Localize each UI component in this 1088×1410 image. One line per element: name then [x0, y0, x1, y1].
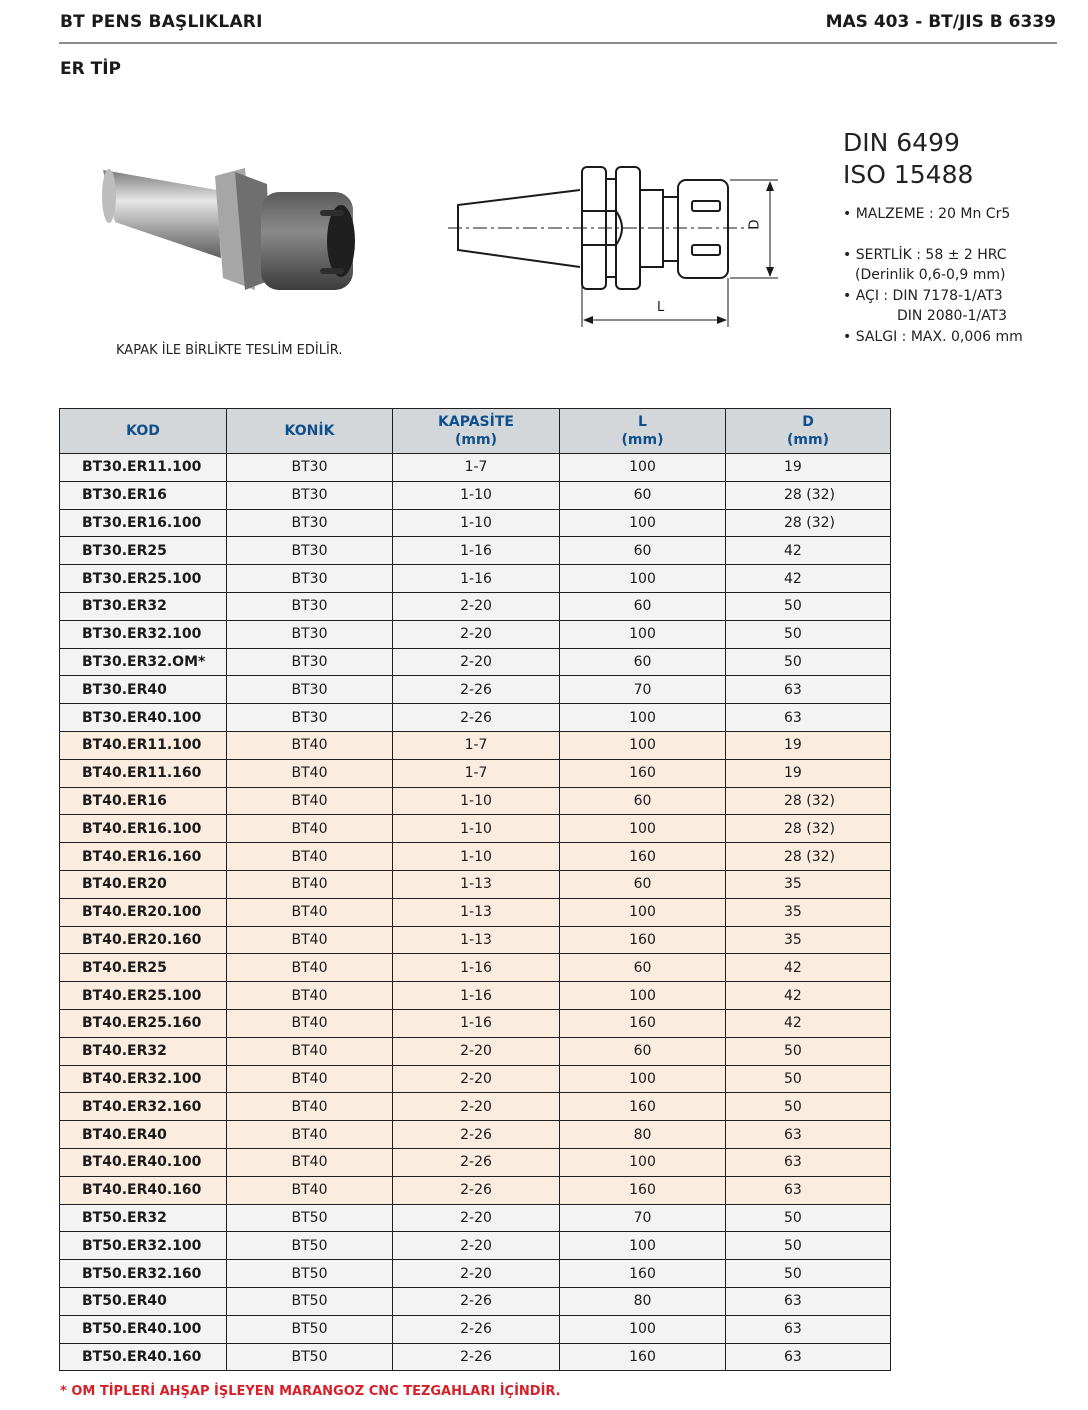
- cell-kapasite: 2-20: [393, 620, 560, 648]
- cell-kapasite: 2-26: [393, 1148, 560, 1176]
- cell-l: 60: [560, 481, 726, 509]
- cell-kod: BT40.ER20.100: [60, 898, 227, 926]
- header-konik: [227, 409, 393, 454]
- cell-kod: BT50.ER40.100: [60, 1315, 227, 1343]
- cell-kod: BT40.ER40: [60, 1121, 227, 1149]
- header-konik-label: KONİK: [284, 423, 335, 439]
- cell-konik: BT40: [227, 982, 393, 1010]
- cell-d: 50: [726, 648, 891, 676]
- cell-kod: BT30.ER32.OM*: [60, 648, 227, 676]
- cell-l: 100: [560, 620, 726, 648]
- cell-konik: BT30: [227, 509, 393, 537]
- cell-l: 100: [560, 1065, 726, 1093]
- header-d-label: D: [802, 414, 814, 430]
- product-table: [59, 408, 891, 1371]
- cell-d: 50: [726, 1065, 891, 1093]
- cell-kapasite: 2-26: [393, 1287, 560, 1315]
- cell-konik: BT40: [227, 843, 393, 871]
- cell-kapasite: 2-20: [393, 1037, 560, 1065]
- cell-l: 60: [560, 592, 726, 620]
- cell-d: 50: [726, 1093, 891, 1121]
- cell-kapasite: 1-16: [393, 537, 560, 565]
- cell-konik: BT30: [227, 454, 393, 482]
- cell-kapasite: 2-20: [393, 1065, 560, 1093]
- header-l-unit: (mm): [621, 432, 664, 448]
- cell-kod: BT40.ER40.100: [60, 1148, 227, 1176]
- cell-konik: BT40: [227, 1065, 393, 1093]
- cell-kod: BT50.ER40: [60, 1287, 227, 1315]
- cell-konik: BT40: [227, 1148, 393, 1176]
- cell-d: 50: [726, 1037, 891, 1065]
- table-row: [60, 1260, 891, 1288]
- cell-kapasite: 1-7: [393, 759, 560, 787]
- cell-kod: BT50.ER32.100: [60, 1232, 227, 1260]
- cell-kod: BT40.ER11.100: [60, 731, 227, 759]
- cell-l: 60: [560, 870, 726, 898]
- table-row: [60, 982, 891, 1010]
- cell-l: 160: [560, 759, 726, 787]
- header-d: [726, 409, 891, 454]
- cell-kod: BT30.ER25: [60, 537, 227, 565]
- header-kod: [60, 409, 227, 454]
- cell-konik: BT30: [227, 704, 393, 732]
- spec-angle: • AÇI : DIN 7178-1/AT3: [843, 287, 1003, 304]
- table-row: [60, 815, 891, 843]
- cell-kod: BT30.ER16: [60, 481, 227, 509]
- cell-d: 28 (32): [726, 843, 891, 871]
- cell-konik: BT50: [227, 1232, 393, 1260]
- cell-kod: BT30.ER32: [60, 592, 227, 620]
- cell-konik: BT40: [227, 731, 393, 759]
- cell-d: 35: [726, 926, 891, 954]
- page-title: BT PENS BAŞLIKLARI: [60, 12, 263, 32]
- cell-kod: BT50.ER32.160: [60, 1260, 227, 1288]
- cell-kapasite: 1-7: [393, 454, 560, 482]
- cell-kod: BT50.ER40.160: [60, 1343, 227, 1371]
- cell-kapasite: 1-10: [393, 481, 560, 509]
- cell-d: 63: [726, 1148, 891, 1176]
- cell-kapasite: 1-16: [393, 982, 560, 1010]
- cell-l: 100: [560, 1315, 726, 1343]
- cell-kapasite: 2-26: [393, 1121, 560, 1149]
- cell-d: 63: [726, 1176, 891, 1204]
- cell-l: 70: [560, 1204, 726, 1232]
- cell-kapasite: 2-26: [393, 676, 560, 704]
- cell-kapasite: 1-13: [393, 926, 560, 954]
- cell-d: 42: [726, 537, 891, 565]
- cell-d: 50: [726, 592, 891, 620]
- cell-d: 28 (32): [726, 481, 891, 509]
- cell-konik: BT40: [227, 1121, 393, 1149]
- cell-kod: BT40.ER16.160: [60, 843, 227, 871]
- cell-konik: BT40: [227, 759, 393, 787]
- cell-d: 63: [726, 1287, 891, 1315]
- section-subtitle: ER TİP: [60, 59, 122, 79]
- cell-d: 50: [726, 1260, 891, 1288]
- cell-l: 60: [560, 954, 726, 982]
- cell-kapasite: 2-20: [393, 1093, 560, 1121]
- spec-gap: [843, 225, 1023, 245]
- cell-kod: BT30.ER25.100: [60, 565, 227, 593]
- table-body: [60, 454, 891, 1371]
- cell-kod: BT40.ER11.160: [60, 759, 227, 787]
- header-l-label: L: [638, 414, 647, 430]
- cell-l: 60: [560, 1037, 726, 1065]
- spec-runout: • SALGI : MAX. 0,006 mm: [843, 328, 1023, 345]
- cell-kapasite: 1-13: [393, 898, 560, 926]
- cell-d: 63: [726, 676, 891, 704]
- cell-l: 160: [560, 1260, 726, 1288]
- cell-konik: BT50: [227, 1260, 393, 1288]
- cell-kod: BT40.ER25.160: [60, 1009, 227, 1037]
- table-row: [60, 1065, 891, 1093]
- cell-konik: BT40: [227, 870, 393, 898]
- cell-kapasite: 1-16: [393, 954, 560, 982]
- cell-d: 28 (32): [726, 509, 891, 537]
- cell-kapasite: 1-10: [393, 509, 560, 537]
- cell-konik: BT40: [227, 954, 393, 982]
- cell-l: 160: [560, 1009, 726, 1037]
- cell-d: 42: [726, 565, 891, 593]
- cell-kapasite: 2-26: [393, 1343, 560, 1371]
- table-row: [60, 704, 891, 732]
- table-row: [60, 1315, 891, 1343]
- cell-d: 63: [726, 1121, 891, 1149]
- cell-kapasite: 2-20: [393, 592, 560, 620]
- cell-konik: BT30: [227, 481, 393, 509]
- spec-angle-2: DIN 2080-1/AT3: [897, 308, 1008, 324]
- cell-kapasite: 2-26: [393, 1176, 560, 1204]
- cell-d: 35: [726, 870, 891, 898]
- table-row: [60, 1232, 891, 1260]
- cell-l: 100: [560, 704, 726, 732]
- table-row: [60, 759, 891, 787]
- table-row: [60, 926, 891, 954]
- photo-caption: KAPAK İLE BİRLİKTE TESLİM EDİLİR.: [116, 343, 343, 358]
- cell-konik: BT40: [227, 1093, 393, 1121]
- cell-kod: BT30.ER11.100: [60, 454, 227, 482]
- header-kod-label: KOD: [126, 423, 160, 439]
- cell-kod: BT50.ER32: [60, 1204, 227, 1232]
- cell-kod: BT30.ER40.100: [60, 704, 227, 732]
- cell-l: 160: [560, 1093, 726, 1121]
- cell-kod: BT40.ER32.100: [60, 1065, 227, 1093]
- cell-l: 100: [560, 1232, 726, 1260]
- cell-kapasite: 2-26: [393, 1315, 560, 1343]
- cell-d: 50: [726, 620, 891, 648]
- cell-konik: BT40: [227, 898, 393, 926]
- cell-kapasite: 2-20: [393, 1232, 560, 1260]
- dimension-d-label: D: [747, 219, 763, 230]
- spec-material: • MALZEME : 20 Mn Cr5: [843, 206, 1011, 222]
- table-row: [60, 1037, 891, 1065]
- cell-konik: BT30: [227, 537, 393, 565]
- iso-standard: ISO 15488: [843, 160, 974, 189]
- cell-konik: BT50: [227, 1343, 393, 1371]
- table-row: [60, 870, 891, 898]
- spec-hardness: • SERTLİK : 58 ± 2 HRC: [843, 246, 1007, 263]
- cell-konik: BT50: [227, 1204, 393, 1232]
- cell-d: 19: [726, 759, 891, 787]
- cell-konik: BT40: [227, 1176, 393, 1204]
- cell-d: 42: [726, 954, 891, 982]
- header-kapasite: [393, 409, 560, 454]
- cell-konik: BT40: [227, 815, 393, 843]
- header-kapasite-label: KAPASİTE: [438, 414, 514, 430]
- cell-konik: BT50: [227, 1287, 393, 1315]
- table-row: [60, 843, 891, 871]
- cell-d: 35: [726, 898, 891, 926]
- cell-konik: BT40: [227, 1009, 393, 1037]
- standard-reference: MAS 403 - BT/JIS B 6339: [825, 12, 1056, 32]
- cell-kod: BT40.ER40.160: [60, 1176, 227, 1204]
- cell-d: 50: [726, 1232, 891, 1260]
- table-row: [60, 787, 891, 815]
- table-row: [60, 1009, 891, 1037]
- cell-kod: BT40.ER16: [60, 787, 227, 815]
- cell-kod: BT30.ER32.100: [60, 620, 227, 648]
- cell-kapasite: 2-20: [393, 648, 560, 676]
- header-divider: [59, 42, 1057, 44]
- cell-d: 50: [726, 1204, 891, 1232]
- table-row: [60, 565, 891, 593]
- cell-kapasite: 1-10: [393, 815, 560, 843]
- table-row: [60, 1093, 891, 1121]
- table-row: [60, 620, 891, 648]
- cell-konik: BT30: [227, 592, 393, 620]
- header-d-unit: (mm): [787, 432, 829, 448]
- dimension-l-label: L: [657, 300, 665, 315]
- cell-konik: BT30: [227, 565, 393, 593]
- cell-l: 60: [560, 787, 726, 815]
- cell-kod: BT40.ER20: [60, 870, 227, 898]
- cell-l: 60: [560, 537, 726, 565]
- cell-konik: BT50: [227, 1315, 393, 1343]
- spec-depth: (Derinlik 0,6-0,9 mm): [855, 267, 1006, 283]
- cell-kapasite: 2-20: [393, 1204, 560, 1232]
- cell-d: 42: [726, 982, 891, 1010]
- table-row: [60, 954, 891, 982]
- header-kapasite-unit: (mm): [455, 432, 497, 448]
- cell-l: 100: [560, 509, 726, 537]
- cell-l: 100: [560, 1148, 726, 1176]
- cell-d: 63: [726, 1315, 891, 1343]
- cell-kod: BT40.ER25: [60, 954, 227, 982]
- table-row: [60, 509, 891, 537]
- cell-konik: BT40: [227, 1037, 393, 1065]
- cell-l: 100: [560, 898, 726, 926]
- table-row: [60, 1287, 891, 1315]
- cell-kod: BT40.ER32: [60, 1037, 227, 1065]
- spec-list: [843, 204, 1023, 347]
- table-row: [60, 454, 891, 482]
- cell-kod: BT30.ER16.100: [60, 509, 227, 537]
- table-row: [60, 731, 891, 759]
- cell-l: 70: [560, 676, 726, 704]
- table-row: [60, 481, 891, 509]
- tool-holder-drawing-icon: [448, 155, 788, 335]
- table-header-row: [60, 409, 891, 454]
- cell-d: 28 (32): [726, 815, 891, 843]
- cell-l: 60: [560, 648, 726, 676]
- product-photo: [95, 140, 363, 310]
- din-standard: DIN 6499: [843, 128, 960, 157]
- cell-d: 63: [726, 1343, 891, 1371]
- cell-konik: BT40: [227, 926, 393, 954]
- footnote: * OM TİPLERİ AHŞAP İŞLEYEN MARANGOZ CNC TEZGAHLARI İÇİNDİR.: [60, 1384, 561, 1399]
- cell-kapasite: 1-16: [393, 1009, 560, 1037]
- cell-kapasite: 1-13: [393, 870, 560, 898]
- technical-drawing: [448, 155, 788, 335]
- cell-d: 28 (32): [726, 787, 891, 815]
- cell-kod: BT40.ER25.100: [60, 982, 227, 1010]
- cell-l: 80: [560, 1287, 726, 1315]
- cell-d: 19: [726, 731, 891, 759]
- cell-kod: BT40.ER16.100: [60, 815, 227, 843]
- cell-konik: BT30: [227, 676, 393, 704]
- cell-d: 19: [726, 454, 891, 482]
- cell-l: 160: [560, 1343, 726, 1371]
- table-row: [60, 1121, 891, 1149]
- cell-l: 160: [560, 1176, 726, 1204]
- cell-kod: BT40.ER32.160: [60, 1093, 227, 1121]
- cell-l: 100: [560, 731, 726, 759]
- cell-konik: BT40: [227, 787, 393, 815]
- tool-holder-photo-icon: [95, 140, 363, 310]
- cell-l: 100: [560, 982, 726, 1010]
- cell-konik: BT30: [227, 648, 393, 676]
- cell-konik: BT30: [227, 620, 393, 648]
- cell-kod: BT30.ER40: [60, 676, 227, 704]
- table-row: [60, 592, 891, 620]
- table-row: [60, 1148, 891, 1176]
- header-l: [560, 409, 726, 454]
- cell-d: 63: [726, 704, 891, 732]
- table-row: [60, 1343, 891, 1371]
- cell-kod: BT40.ER20.160: [60, 926, 227, 954]
- table-row: [60, 1176, 891, 1204]
- cell-kapasite: 2-20: [393, 1260, 560, 1288]
- cell-kapasite: 2-26: [393, 704, 560, 732]
- cell-kapasite: 1-7: [393, 731, 560, 759]
- cell-l: 100: [560, 565, 726, 593]
- table-row: [60, 676, 891, 704]
- cell-l: 80: [560, 1121, 726, 1149]
- table-row: [60, 898, 891, 926]
- cell-d: 42: [726, 1009, 891, 1037]
- cell-kapasite: 1-10: [393, 843, 560, 871]
- cell-l: 160: [560, 926, 726, 954]
- table-row: [60, 537, 891, 565]
- table-row: [60, 1204, 891, 1232]
- cell-kapasite: 1-10: [393, 787, 560, 815]
- cell-l: 100: [560, 815, 726, 843]
- cell-l: 100: [560, 454, 726, 482]
- table-row: [60, 648, 891, 676]
- cell-kapasite: 1-16: [393, 565, 560, 593]
- cell-l: 160: [560, 843, 726, 871]
